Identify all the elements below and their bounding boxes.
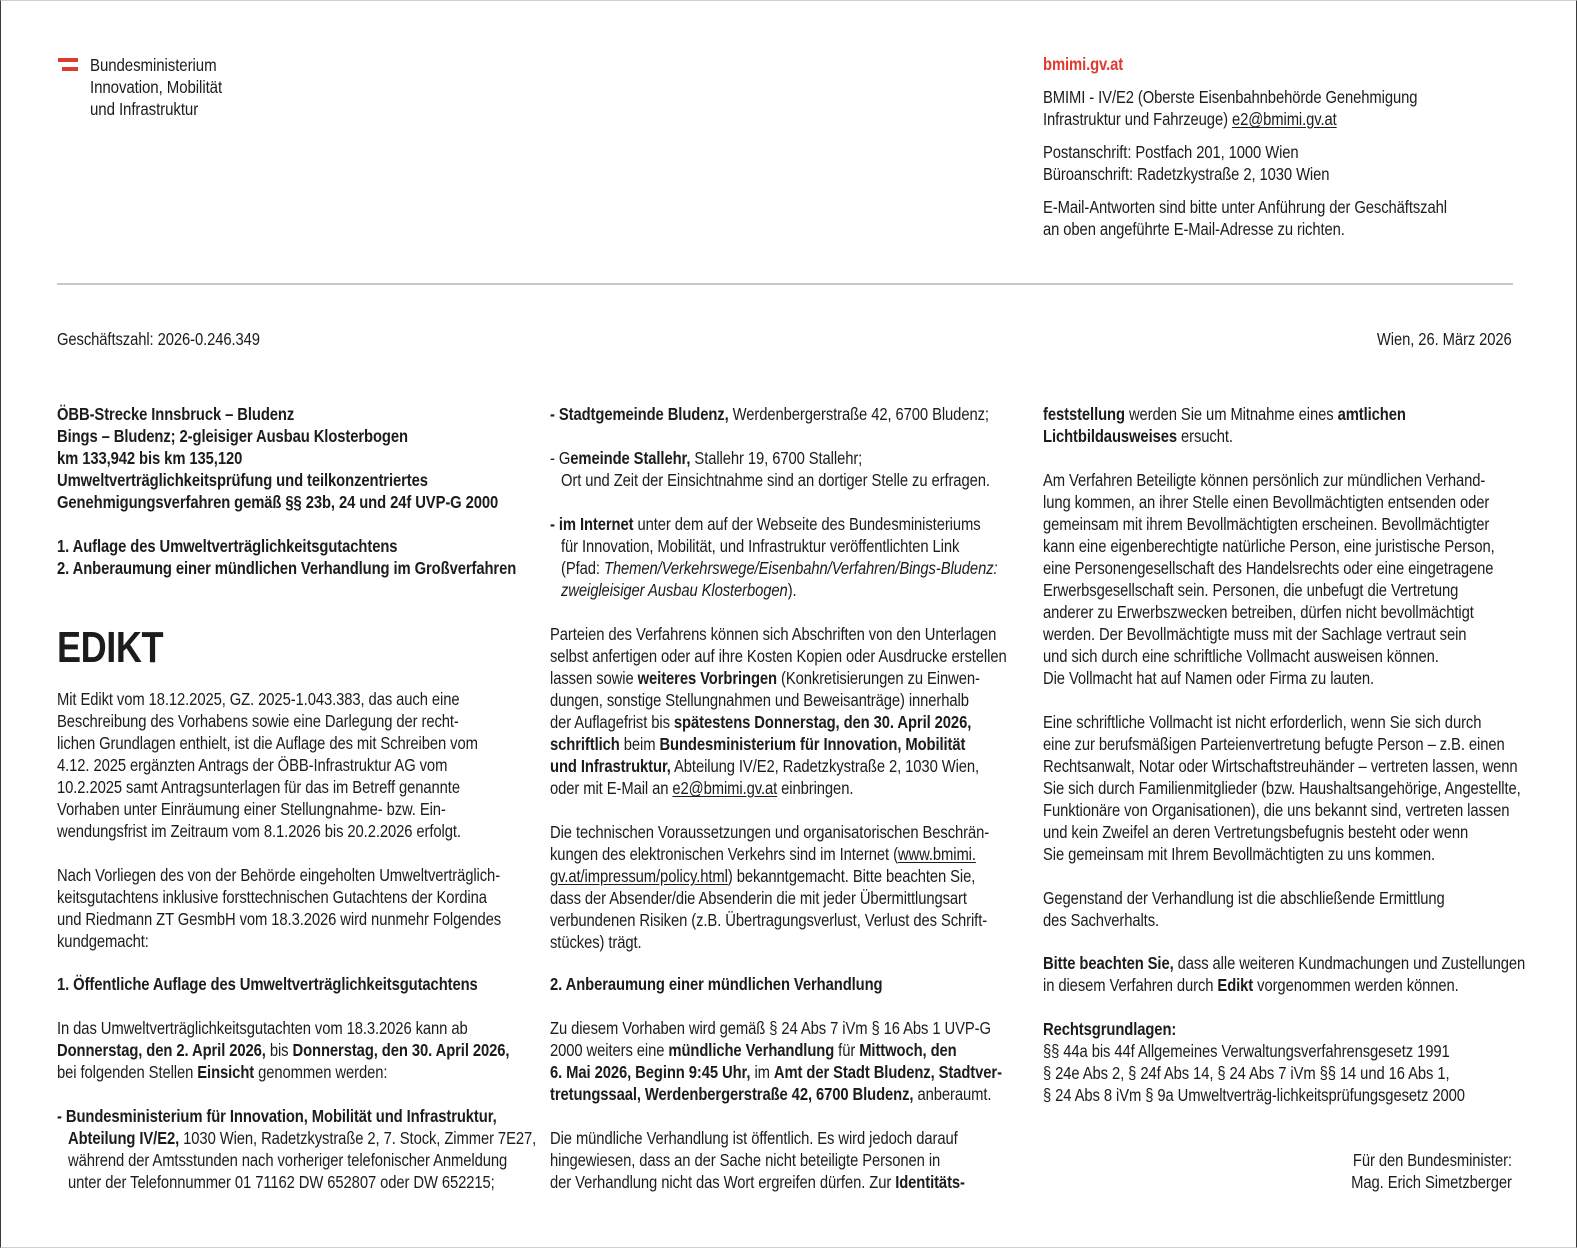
text-line: Die Vollmacht hat auf Namen oder Firma zu lauten. (1043, 668, 1374, 688)
subject-line: Bings – Bludenz; 2-gleisiger Ausbau Klosterbogen (57, 426, 408, 446)
subject-line: ÖBB-Strecke Innsbruck – Bludenz (57, 404, 295, 424)
text-span: lassen sowie (550, 668, 638, 688)
text-line: Erwerbsgesellschaft sein. Personen, die unbefugt die Vertretung (1043, 580, 1459, 600)
text-span: genommen werden: (254, 1062, 388, 1082)
text-line: Vorhaben unter Einräumung einer Stellungnahme- bzw. Ein- (57, 799, 446, 819)
text-span: im (750, 1062, 774, 1082)
text-line (550, 667, 980, 689)
text-line (1043, 952, 1525, 974)
text-span-bold: weiteres Vorbringen (637, 668, 777, 688)
text-span: 1030 Wien, Radetzkystraße 2, 7. Stock, Zimmer 7E27, (179, 1128, 537, 1148)
text-line (550, 777, 853, 799)
text-line: selbst anfertigen oder auf ihre Kosten Kopien oder Ausdrucke erstellen (550, 646, 1007, 666)
text-span: (Konkretisierungen zu Einwen- (776, 668, 980, 688)
hearing-location: Amt der Stadt Bludenz, Stadtver- (773, 1062, 1002, 1082)
web-path: Themen/Verkehrswege/Eisenbahn/Verfahren/Bings-Bludenz: (603, 558, 998, 578)
text-line (561, 579, 797, 601)
text-line: während der Amtsstunden nach vorheriger telefonischer Anmeldung (68, 1150, 508, 1170)
text-span: bis (265, 1040, 293, 1060)
text-span-bold: - Stadtgemeinde Bludenz, (550, 404, 729, 424)
text-line: Eine schriftliche Vollmacht ist nicht erforderlich, wenn Sie sich durch (1043, 712, 1482, 732)
email-link[interactable]: e2@bmimi.gv.at (672, 778, 778, 798)
text-span: der Verhandlung nicht das Wort ergreifen dürfen. Zur (550, 1172, 896, 1192)
text-line (550, 1039, 957, 1061)
header-divider (57, 283, 1513, 285)
text-span-bold: und Infrastruktur, (550, 756, 671, 776)
text-line: Sie gemeinsam mit Ihrem Bevollmächtigten zu uns kommen. (1043, 844, 1436, 864)
text-line: und sich durch eine schriftliche Vollmacht ausweisen können. (1043, 646, 1439, 666)
policy-link[interactable]: gv.at/impressum/policy.html (550, 866, 728, 886)
text-line (1043, 403, 1406, 425)
text-line: anderer zu Erwerbszwecken betreiben, dürfen nicht bevollmächtigt (1043, 602, 1474, 622)
text-line (57, 1039, 509, 1061)
subject-line: km 133,942 bis km 135,120 (57, 448, 243, 468)
text-span: ersucht. (1176, 426, 1233, 446)
subject-line: Genehmigungsverfahren gemäß §§ 23b, 24 und 24f UVP-G 2000 (57, 492, 499, 512)
text-line: Nach Vorliegen des von der Behörde eingeholten Umweltverträglich- (57, 865, 501, 885)
text-line: lung kommen, an ihrer Stelle einen Bevollmächtigten entsenden oder (1043, 492, 1490, 512)
text-span-bold: Bundesministerium für Innovation, Mobilität (659, 734, 966, 754)
text-span: einbringen. (777, 778, 854, 798)
department-line-1: BMIMI - IV/E2 (Oberste Eisenbahnbehörde Genehmigung (1043, 87, 1418, 107)
text-line (550, 1171, 965, 1193)
text-line: 4.12. 2025 ergänzten Antrags der ÖBB-Infrastruktur AG vom (57, 755, 448, 775)
text-span: kungen des elektronischen Verkehrs sind im Internet ( (550, 844, 898, 864)
department-email-link[interactable]: e2@bmimi.gv.at (1231, 109, 1337, 129)
section-1-heading: 1. Öffentliche Auflage des Umweltverträglichkeitsgutachtens (57, 974, 478, 994)
email-note-line-1: E-Mail-Antworten sind bitte unter Anführung der Geschäftszahl (1043, 197, 1447, 217)
text-line: Funktionäre von Organisationen), die uns bekannt sind, vertreten lassen (1043, 800, 1510, 820)
text-line: und kein Zweifel an deren Vertretungsbefugnis besteht oder wenn (1043, 822, 1469, 842)
text-line: Gegenstand der Verhandlung ist die abschließende Ermittlung (1043, 888, 1445, 908)
text-line: Mit Edikt vom 18.12.2025, GZ. 2025-1.043.383, das auch eine (57, 689, 460, 709)
deadline: spätestens Donnerstag, den 30. April 2026, (673, 712, 972, 732)
text-line (550, 711, 971, 733)
signatory-name: Mag. Erich Simetzberger (1351, 1172, 1512, 1192)
text-line (550, 865, 975, 887)
text-span-bold: Edikt (1217, 975, 1254, 995)
end-date: Donnerstag, den 30. April 2026, (292, 1040, 510, 1060)
text-span-bold: Abteilung IV/E2, (68, 1128, 180, 1148)
department-line-2 (1043, 108, 1337, 130)
text-span: unter dem auf der Webseite des Bundesministeriums (633, 514, 981, 534)
hearing-location: tretungssaal, Werdenbergerstraße 42, 6700 Bludenz, (550, 1084, 914, 1104)
text-line: hingewiesen, dass an der Sache nicht beteiligte Personen in (550, 1150, 941, 1170)
text-line: und Riedmann ZT GesmbH vom 18.3.2026 wird nunmehr Folgendes (57, 909, 502, 929)
text-span-bold: mündliche Verhandlung (668, 1040, 835, 1060)
legal-reference: § 24e Abs 2, § 24f Abs 14, § 24 Abs 7 iVm §§ 14 und 16 Abs 1, (1043, 1063, 1450, 1083)
text-line: dungen, sonstige Stellungnahmen und Beweisanträge) innerhalb (550, 690, 969, 710)
text-line: Beschreibung des Vorhabens sowie eine Darlegung der recht- (57, 711, 459, 731)
text-span: dass alle weiteren Kundmachungen und Zustellungen (1173, 953, 1526, 973)
text-line: Parteien des Verfahrens können sich Abschriften von den Unterlagen (550, 624, 997, 644)
policy-link[interactable]: www.bmimi. (897, 844, 976, 864)
text-span: in diesem Verfahren durch (1043, 975, 1218, 995)
text-span: Werdenbergerstraße 42, 6700 Bludenz; (728, 404, 989, 424)
text-line: des Sachverhalts. (1043, 910, 1160, 930)
text-span: anberaumt. (913, 1084, 992, 1104)
text-span: für (834, 1040, 860, 1060)
text-line: In das Umweltverträglichkeitsgutachten vom 18.3.2026 kann ab (57, 1018, 468, 1038)
text-line: werden. Der Bevollmächtigte muss mit der Sachlage vertraut sein (1043, 624, 1467, 644)
text-line (561, 557, 998, 579)
text-line: eine zur berufsmäßigen Parteienvertretung befugte Person – z.B. einen (1043, 734, 1505, 754)
web-path: zweigleisiger Ausbau Klosterbogen (561, 580, 788, 600)
website-link[interactable]: bmimi.gv.at (1043, 54, 1124, 74)
subject-item: 1. Auflage des Umweltverträglichkeitsgutachtens (57, 536, 398, 556)
text-span: beim (619, 734, 660, 754)
office-address: Büroanschrift: Radetzkystraße 2, 1030 Wien (1043, 164, 1330, 184)
text-line (1043, 974, 1459, 996)
legal-reference: §§ 44a bis 44f Allgemeines Verwaltungsverfahrensgesetz 1991 (1043, 1041, 1450, 1061)
text-span-bold: emeinde Stallehr, (570, 448, 691, 468)
text-line (550, 755, 979, 777)
text-span-bold: Einsicht (197, 1062, 255, 1082)
place-date: Wien, 26. März 2026 (1377, 329, 1512, 349)
legal-basis-heading: Rechtsgrundlagen: (1043, 1019, 1177, 1039)
text-line: verbundenen Risiken (z.B. Übertragungsverlust, Verlust des Schrift- (550, 910, 988, 930)
hearing-date: Mittwoch, den (859, 1040, 957, 1060)
text-line: 10.2.2025 samt Antragsunterlagen für das im Betreff genannte (57, 777, 460, 797)
text-line: Ort und Zeit der Einsichtnahme sind an dortiger Stelle zu erfragen. (561, 470, 990, 490)
start-date: Donnerstag, den 2. April 2026, (57, 1040, 266, 1060)
text-line (57, 1061, 387, 1083)
text-span-bold: Lichtbildausweises (1043, 426, 1177, 446)
section-2-heading: 2. Anberaumung einer mündlichen Verhandlung (550, 974, 883, 994)
subject-line: Umweltverträglichkeitsprüfung und teilkonzentriertes (57, 470, 428, 490)
text-span: vorgenommen werden können. (1253, 975, 1459, 995)
text-line (550, 447, 862, 469)
page-title: EDIKT (57, 623, 164, 672)
department-text: Infrastruktur und Fahrzeuge) (1043, 109, 1232, 129)
text-line (68, 1127, 536, 1149)
logo-text-line-3: und Infrastruktur (90, 99, 199, 119)
logo-text-line-2: Innovation, Mobilität (90, 77, 223, 97)
text-span: - G (550, 448, 571, 468)
text-line: Sie sich durch Familienmitglieder (bzw. Haushaltsangehörige, Angestellte, (1043, 778, 1521, 798)
text-span-bold: Identitäts- (895, 1172, 965, 1192)
text-line (550, 1083, 991, 1105)
inspection-location-bludenz (550, 403, 989, 425)
text-line: Die mündliche Verhandlung ist öffentlich. Es wird jedoch darauf (550, 1128, 958, 1148)
text-span: oder mit E-Mail an (550, 778, 673, 798)
subject-item: 2. Anberaumung einer mündlichen Verhandlung im Großverfahren (57, 558, 517, 578)
text-line: wendungsfrist im Zeitraum vom 8.1.2026 bis 20.2.2026 erfolgt. (57, 821, 461, 841)
email-note-line-2: an oben angeführte E-Mail-Adresse zu richten. (1043, 219, 1345, 239)
text-line: lichen Grundlagen enthielt, ist die Auflage des mit Schreiben vom (57, 733, 478, 753)
text-line: kundgemacht: (57, 931, 149, 951)
text-span: werden Sie um Mitnahme eines (1124, 404, 1338, 424)
logo-text-line-1: Bundesministerium (90, 55, 217, 75)
text-line: eine Personengesellschaft des Handelsrechts oder eine eingetragene (1043, 558, 1494, 578)
text-line: unter der Telefonnummer 01 71162 DW 652807 oder DW 652215; (68, 1172, 495, 1192)
text-line: gemeinsam mit ihrem Bevollmächtigten erscheinen. Bevollmächtigter (1043, 514, 1490, 534)
text-span-bold: - im Internet (550, 514, 634, 534)
text-line: dass der Absender/die Absenderin die mit jeder Übermittlungsart (550, 888, 967, 908)
text-line: kann eine eigenberechtigte natürliche Person, eine juristische Person, (1043, 536, 1495, 556)
text-span-bold: amtlichen (1337, 404, 1406, 424)
text-line (550, 843, 976, 865)
text-line: keitsgutachtens inklusive forsttechnischen Gutachtens der Kordina (57, 887, 487, 907)
text-span-bold: schriftlich (550, 734, 620, 754)
legal-reference: § 24 Abs 8 iVm § 9a Umweltverträg-lichkeitsprüfungsgesetz 2000 (1043, 1085, 1465, 1105)
text-span: ) bekanntgemacht. Bitte beachten Sie, (727, 866, 976, 886)
text-line: - Bundesministerium für Innovation, Mobilität und Infrastruktur, (57, 1106, 497, 1126)
text-line (550, 733, 965, 755)
hearing-date: 6. Mai 2026, Beginn 9:45 Uhr, (550, 1062, 751, 1082)
text-span: (Pfad: (561, 558, 604, 578)
reference-number: Geschäftszahl: 2026-0.246.349 (57, 329, 260, 349)
text-span-bold: feststellung (1043, 404, 1125, 424)
text-line: Zu diesem Vorhaben wird gemäß § 24 Abs 7 iVm § 16 Abs 1 UVP-G (550, 1018, 991, 1038)
text-span-bold: Bitte beachten Sie, (1043, 953, 1174, 973)
text-line: für Innovation, Mobilität, und Infrastruktur veröffentlichten Link (561, 536, 960, 556)
postal-address: Postanschrift: Postfach 201, 1000 Wien (1043, 142, 1299, 162)
text-line (1043, 425, 1233, 447)
text-line: stückes) trägt. (550, 932, 642, 952)
text-line: Die technischen Voraussetzungen und organisatorischen Beschrän- (550, 822, 990, 842)
text-span: bei folgenden Stellen (57, 1062, 198, 1082)
text-line (550, 513, 981, 535)
text-line: Rechtsanwalt, Notar oder Wirtschaftstreuhänder – vertreten lassen, wenn (1043, 756, 1518, 776)
text-span: ). (787, 580, 797, 600)
text-span: Abteilung IV/E2, Radetzkystraße 2, 1030 Wien, (670, 756, 980, 776)
text-line: Am Verfahren Beteiligte können persönlich zur mündlichen Verhand- (1043, 470, 1486, 490)
signature-line: Für den Bundesminister: (1352, 1150, 1512, 1170)
text-span: Stallehr 19, 6700 Stallehr; (690, 448, 863, 468)
text-line (550, 1061, 1002, 1083)
text-span: 2000 weiters eine (550, 1040, 669, 1060)
text-span: der Auflagefrist bis (550, 712, 674, 732)
